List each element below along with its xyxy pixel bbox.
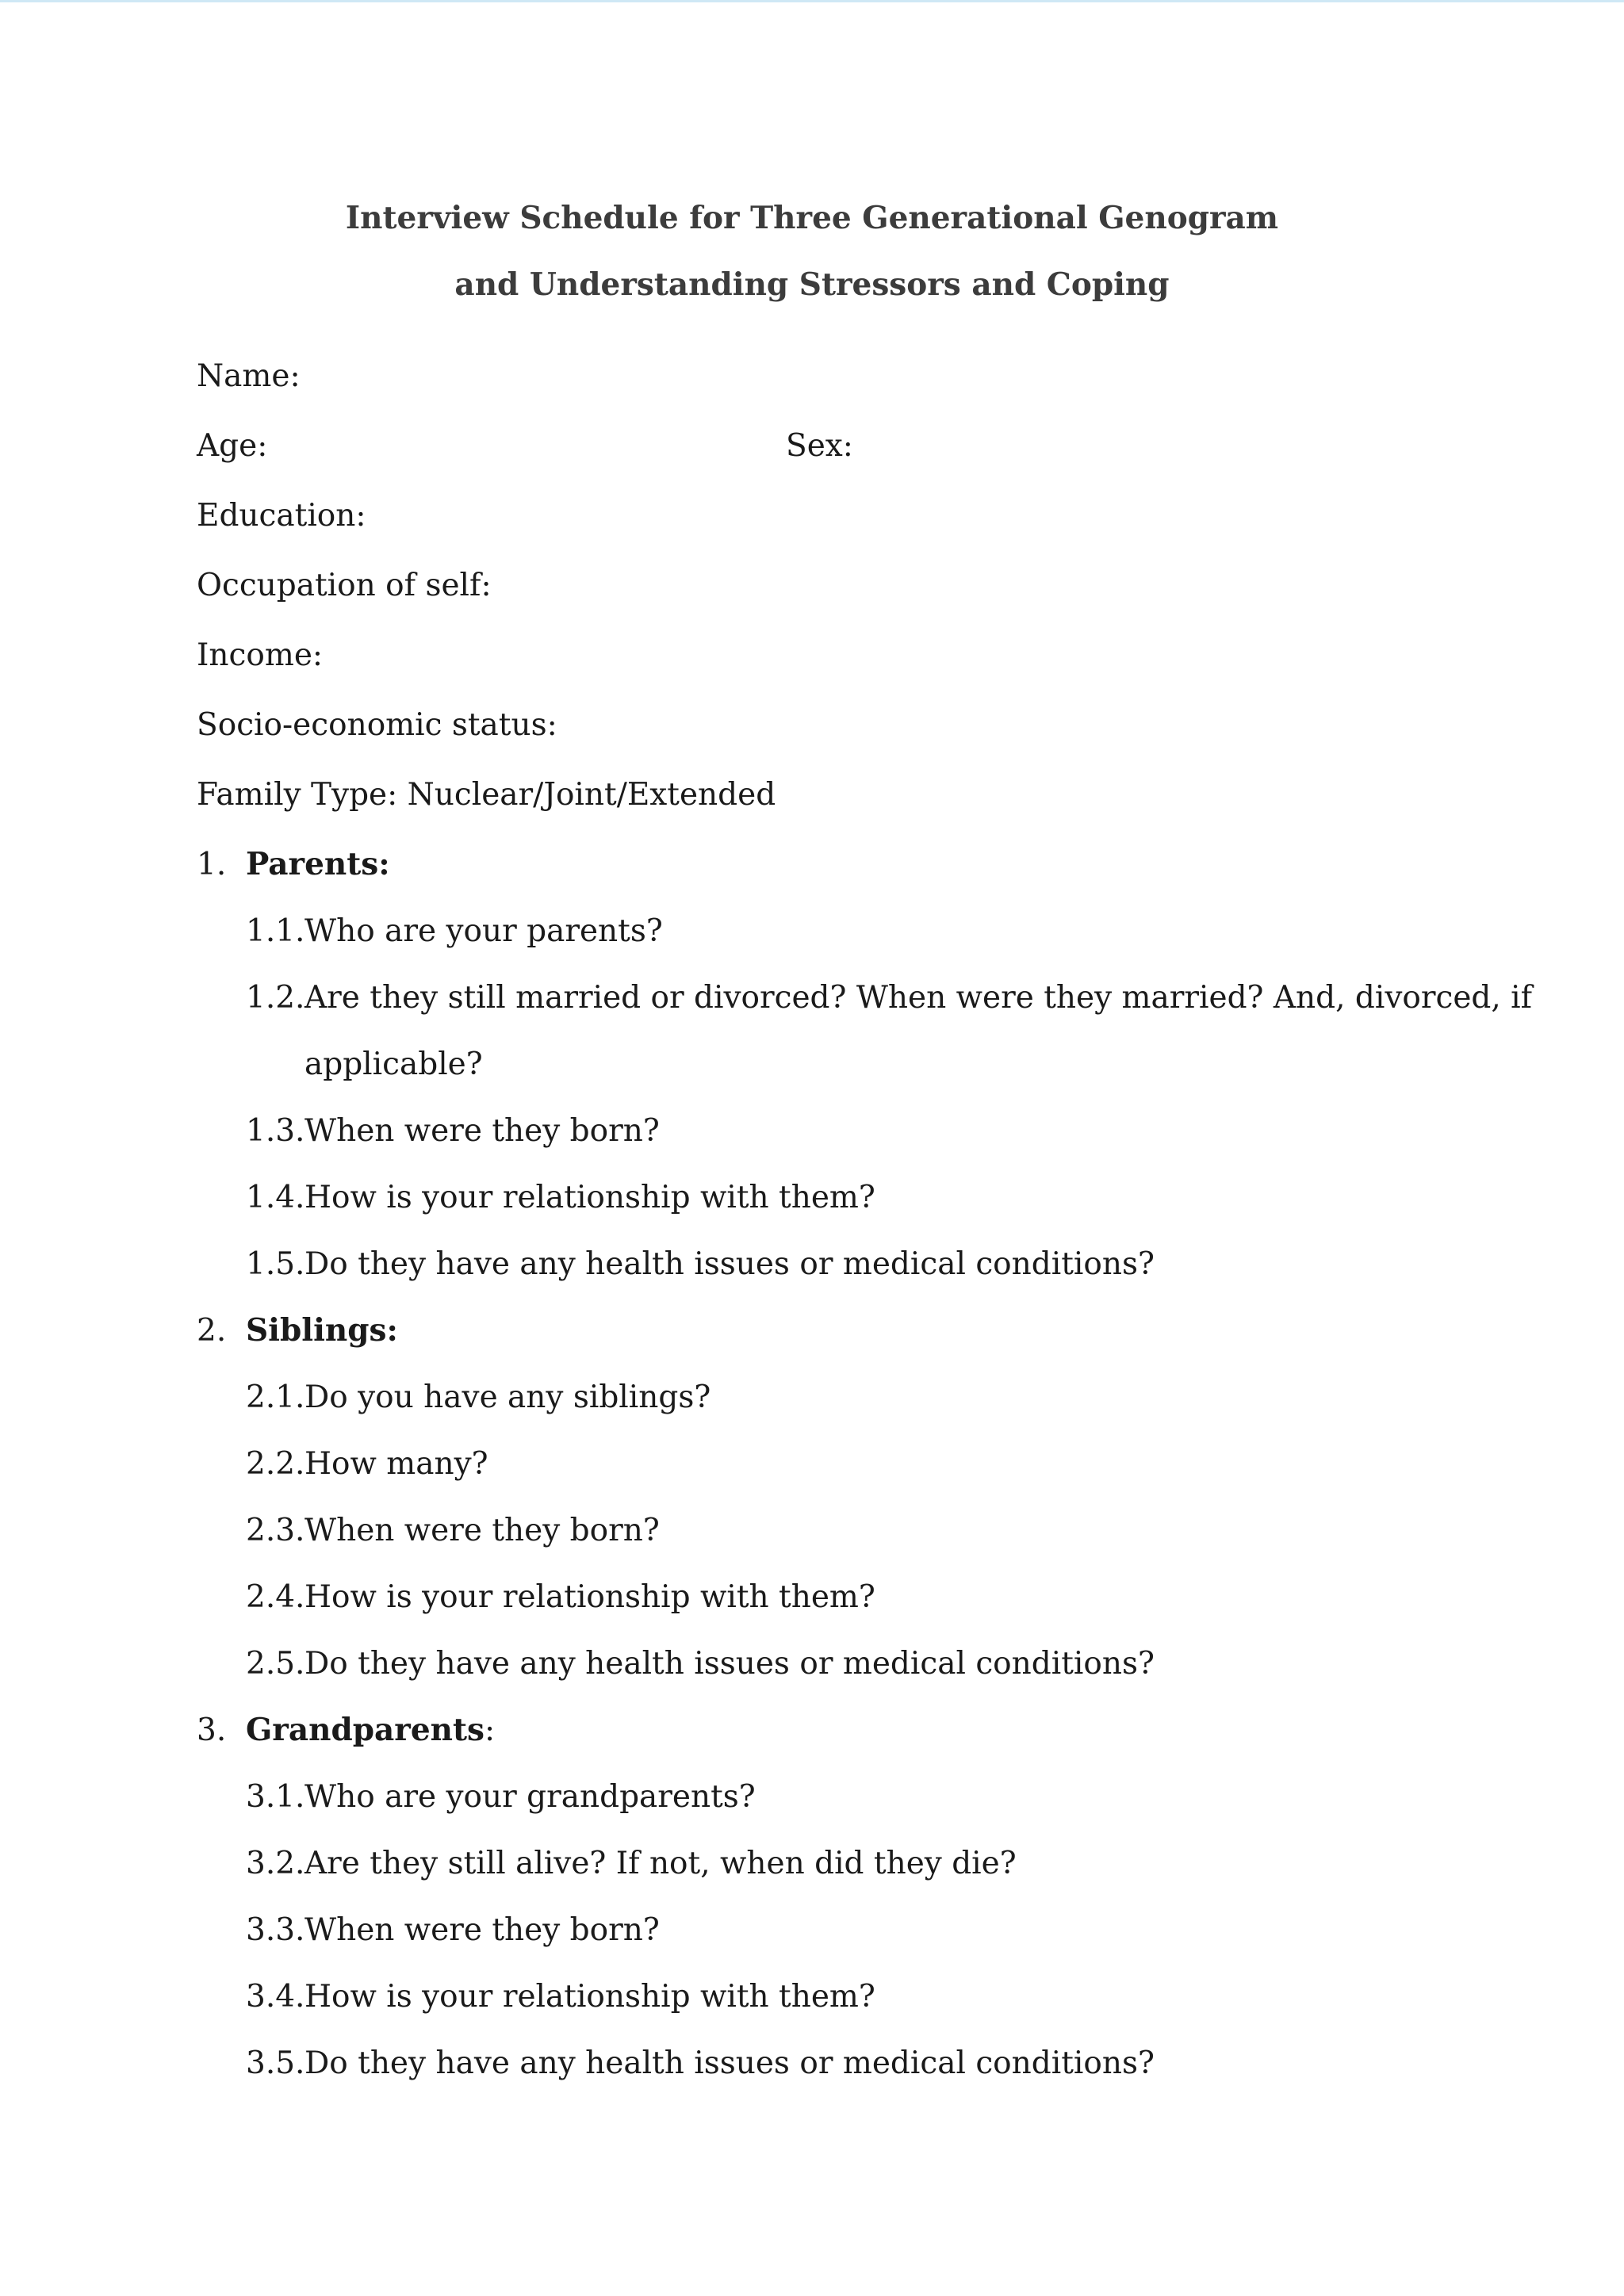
question-number: 1.2. [246,980,305,1016]
occupation-label: Occupation of self: [197,568,492,603]
question-text: Are they still married or divorced? When were they married? And, divorced, if [304,980,1533,1016]
section-title-parents: Parents: [246,846,390,882]
section-title-colon: : [484,1712,496,1748]
section-title-grandparents-wrap [246,1712,496,1748]
question-text: Do you have any siblings? [304,1380,711,1415]
question-number: 2.2. [246,1446,305,1482]
question-text: Who are your grandparents? [304,1779,756,1815]
question-number: 2.5. [246,1646,305,1682]
question-text: How is your relationship with them? [304,1979,875,2015]
question-text: How many? [304,1446,488,1482]
question-number: 2.3. [246,1513,305,1548]
question-text: Do they have any health issues or medical conditions? [304,1646,1155,1682]
question-number: 3.2. [246,1846,305,1881]
section-number: 2. [197,1313,227,1349]
question-text-continuation: applicable? [304,1047,483,1082]
question-number: 3.3. [246,1912,305,1948]
question-number: 1.4. [246,1180,305,1215]
name-label: Name: [197,358,301,394]
question-text: Are they still alive? If not, when did they die? [304,1846,1017,1881]
question-number: 2.4. [246,1579,305,1615]
question-number: 3.1. [246,1779,305,1815]
section-number: 3. [197,1712,227,1748]
section-title-grandparents: Grandparents [246,1712,485,1748]
document-title-line-1: Interview Schedule for Three Generational Genogram [345,200,1279,236]
section-number: 1. [197,847,227,882]
question-text: When were they born? [304,1113,660,1149]
question-number: 1.5. [246,1246,305,1282]
question-text: When were they born? [304,1513,660,1548]
question-text: When were they born? [304,1912,660,1948]
question-text: Do they have any health issues or medical conditions? [304,2045,1155,2081]
question-number: 1.1. [246,913,305,949]
education-label: Education: [197,498,366,534]
question-number: 1.3. [246,1113,305,1149]
section-title-siblings: Siblings: [246,1312,398,1349]
family-type-label: Family Type: Nuclear/Joint/Extended [197,777,776,813]
document-title-line-2: and Understanding Stressors and Coping [454,266,1170,303]
income-label: Income: [197,637,324,673]
socio-economic-status-label: Socio-economic status: [197,707,557,743]
question-number: 3.4. [246,1979,305,2015]
age-label: Age: [197,428,268,464]
sex-label: Sex: [786,428,853,464]
question-number: 2.1. [246,1380,305,1415]
question-text: Who are your parents? [304,913,663,949]
question-number: 3.5. [246,2045,305,2081]
question-text: Do they have any health issues or medical conditions? [304,1246,1155,1282]
question-text: How is your relationship with them? [304,1579,875,1615]
top-border-line [0,0,1624,2]
question-text: How is your relationship with them? [304,1180,875,1215]
